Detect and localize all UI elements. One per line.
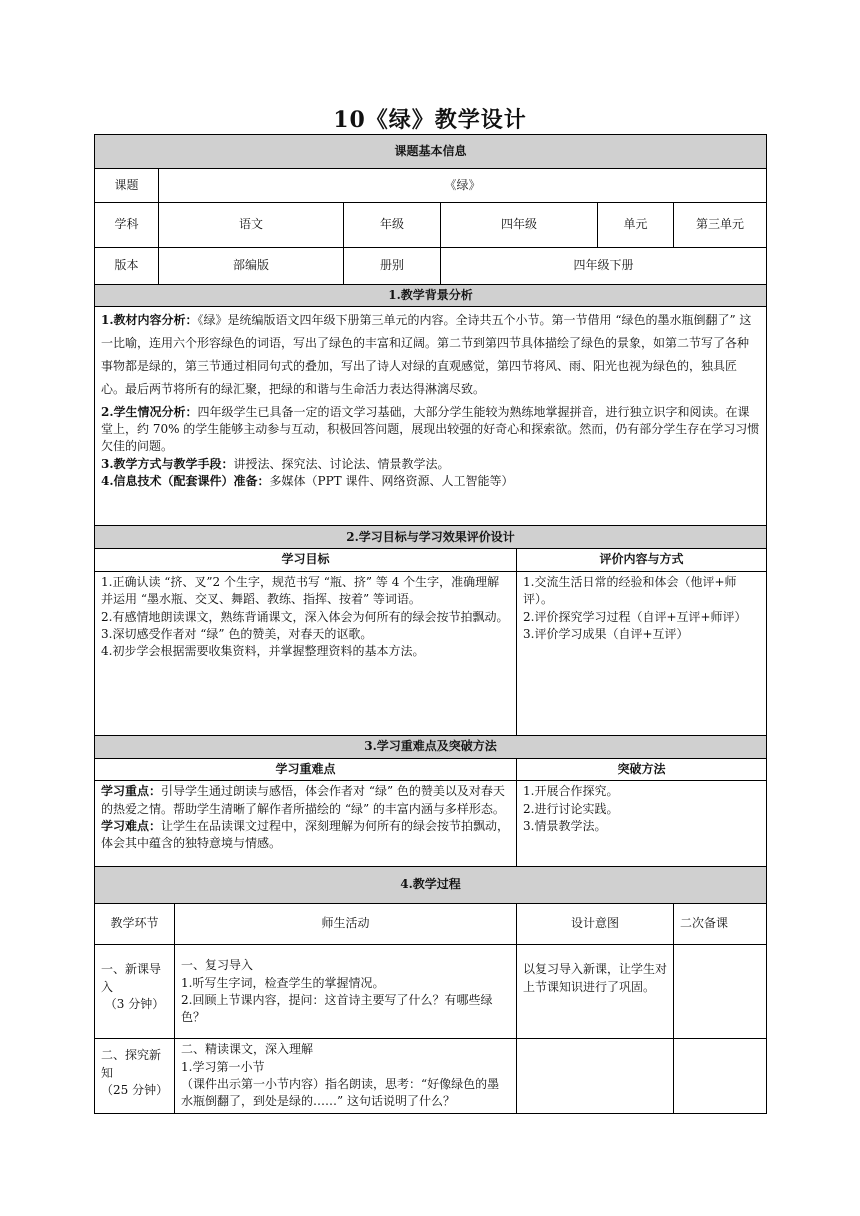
unit-value: 第三单元 [674,203,767,248]
textbook-analysis-label: 1.教材内容分析： [101,313,198,328]
keypoints-col-focus: 学习重难点 [95,758,517,780]
process-notes [674,1039,767,1114]
objectives-col-goals: 学习目标 [95,549,517,571]
learning-focus-label: 学习重点： [101,784,162,799]
process-stage-cell [95,945,175,1039]
student-analysis [101,404,760,456]
it-preparation-text: 多媒体（PPT 课件、网络资源、人工智能等） [269,474,514,489]
process-col-stage: 教学环节 [95,904,175,945]
method-item: 3.情景教学法。 [523,818,607,833]
topic-value: 《绿》 [159,169,767,203]
evaluation-item: 3.评价学习成果（自评+互评） [523,626,689,641]
keypoints-col-methods: 突破方法 [517,758,767,780]
goal-item: 3.深切感受作者对 “绿” 色的赞美，对春天的讴歌。 [101,626,373,641]
edition-value: 部编版 [159,248,344,285]
activity-line: 一、复习导入 [181,958,254,973]
document-title: 10《绿》教学设计 [333,107,527,133]
section-header-basic: 课题基本信息 [95,135,767,169]
process-time: （3 分钟） [104,996,165,1011]
process-stage: 二、探究新知 [101,1048,162,1080]
method-item: 1.开展合作探究。 [523,784,619,799]
process-col-notes: 二次备课 [674,904,767,945]
methods-list [517,781,767,867]
subject-value: 语文 [159,203,344,248]
lesson-plan-table [94,134,767,1114]
learning-difficulty-text: 让学生在品读课文过程中，深刻理解为何所有的绿会按节拍飘动，体会其中蕴含的独特意境与情感。 [101,818,510,851]
activity-line: （课件出示第一小节内容）指名朗读，思考：“好像绿色的墨水瓶倒翻了，到处是绿的……” 这句话说明了什么？ [181,1076,500,1109]
goals-list [95,571,517,735]
learning-difficulty-label: 学习难点： [101,818,162,833]
goal-item: 2.有感情地朗读课文，熟练背诵课文，深入体会为何所有的绿会按节拍飘动。 [101,609,509,624]
evaluation-item: 1.交流生活日常的经验和体会（他评+师评）。 [523,574,737,607]
activity-line: 1.听写生字词，检查学生的掌握情况。 [181,975,385,990]
it-preparation-label: 4.信息技术（配套课件）准备： [101,474,270,489]
section-header-keypoints: 3.学习重难点及突破方法 [95,735,767,758]
textbook-analysis-text: 《绿》是统编版语文四年级下册第三单元的内容。全诗共五个小节。第一节借用 “绿色的墨水瓶倒翻了” 这一比喻，连用六个形容绿色的词语，写出了绿色的丰富和辽阔。第二节到第四节具体描绘了绿色的景象，如第二节写了各种事物都是绿的，第三节通过相同句式的叠加，写出了诗人对绿的直观感觉，第四节将风、雨、阳光也视为绿色的，独具匠心。最后两节将所有的绿汇聚，把绿的和谐与生命活力表达得淋漓尽致。 [101,313,752,396]
activity-line: 1.学习第一小节 [181,1059,265,1074]
process-activities [175,1039,517,1114]
process-time: （25 分钟） [101,1082,169,1097]
activity-line: 二、精读课文，深入理解 [181,1042,314,1057]
section-header-objectives: 2.学习目标与学习效果评价设计 [95,526,767,549]
background-content [95,307,767,526]
learning-focus [101,783,510,818]
keypoints-content [95,781,517,867]
evaluation-list [517,571,767,735]
volume-value: 四年级下册 [441,248,767,285]
process-notes [674,945,767,1039]
teaching-methods-label: 3.教学方式与教学手段： [101,456,234,471]
learning-difficulty [101,818,510,853]
process-col-intent: 设计意图 [517,904,674,945]
learning-focus-text: 引导学生通过朗读与感悟，体会作者对 “绿” 色的赞美以及对春天的热爱之情。帮助学生清晰了解作者所描绘的 “绿” 的丰富内涵与多样形态。 [101,784,505,816]
process-activities [175,945,517,1039]
section-header-process: 4.教学过程 [95,867,767,904]
process-col-activities: 师生活动 [175,904,517,945]
teaching-methods [101,456,760,473]
edition-label: 版本 [95,248,159,285]
objectives-col-evaluation: 评价内容与方式 [517,549,767,571]
grade-value: 四年级 [441,203,598,248]
volume-label: 册别 [344,248,441,285]
student-analysis-label: 2.学生情况分析： [101,404,198,419]
method-item: 2.进行讨论实践。 [523,801,619,816]
process-intent [517,1039,674,1114]
process-stage: 一、新课导入 [101,962,162,994]
topic-label: 课题 [95,169,159,203]
evaluation-item: 2.评价探究学习过程（自评+互评+师评） [523,609,747,624]
unit-label: 单元 [598,203,674,248]
teaching-methods-text: 讲授法、探究法、讨论法、情景教学法。 [233,456,450,471]
activity-line: 2.回顾上节课内容，提问：这首诗主要写了什么？有哪些绿色？ [181,992,493,1025]
process-stage-cell [95,1039,175,1114]
goal-item: 1.正确认读 “挤、叉”2 个生字，规范书写 “瓶、挤” 等 4 个生字，准确理解并运用 “墨水瓶、交叉、舞蹈、教练、指挥、按着” 等词语。 [101,574,500,607]
goal-item: 4.初步学会根据需要收集资料，并掌握整理资料的基本方法。 [101,644,425,659]
grade-label: 年级 [344,203,441,248]
student-analysis-text: 四年级学生已具备一定的语文学习基础，大部分学生能较为熟练地掌握拼音，进行独立识字和阅读。在课堂上，约 70% 的学生能够主动参与互动，积极回答问题，展现出较强的好奇心和探索欲。然而，仍有部分学生存在学习习惯欠佳的问题。 [101,404,760,454]
subject-label: 学科 [95,203,159,248]
it-preparation [101,473,760,490]
section-header-background: 1.教学背景分析 [95,285,767,307]
process-intent: 以复习导入新课，让学生对上节课知识进行了巩固。 [517,945,674,1039]
textbook-analysis [101,309,760,400]
